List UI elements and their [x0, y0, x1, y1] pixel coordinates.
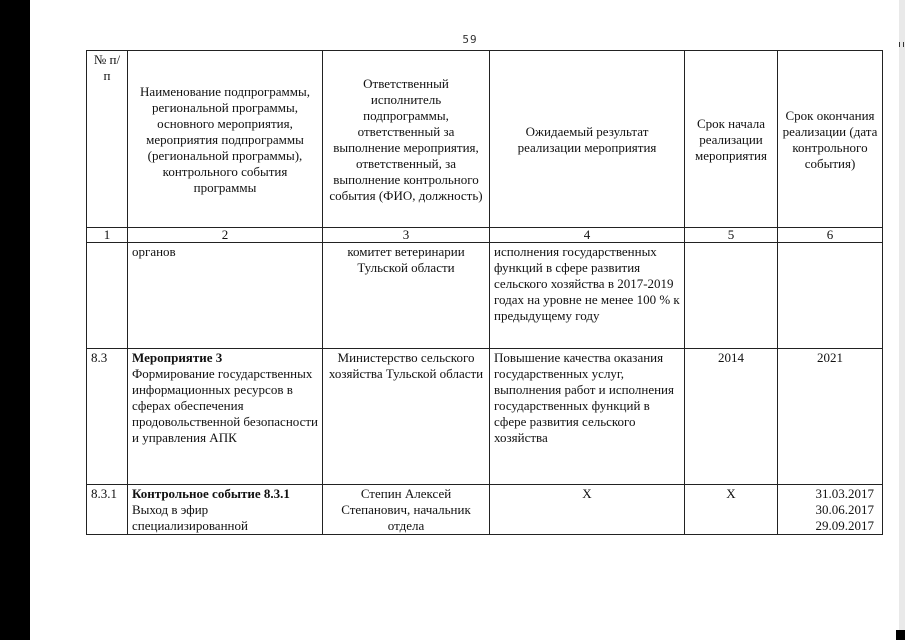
column-index: 5 — [685, 228, 778, 243]
scan-right-border — [899, 0, 905, 640]
row-name-text: Выход в эфир специализированной — [132, 502, 248, 533]
row-start: 2014 — [685, 349, 778, 485]
header-result: Ожидаемый результат реализации мероприятия — [490, 51, 685, 228]
header-start: Срок начала реализации мероприятия — [685, 51, 778, 228]
row-name-title: Мероприятие 3 — [132, 350, 223, 365]
scan-corner-mark — [896, 630, 905, 640]
row-name-title: Контрольное событие 8.3.1 — [132, 486, 290, 501]
row-executor: Министерство сельского хозяйства Тульской области — [323, 349, 490, 485]
control-date: 30.06.2017 — [815, 502, 874, 517]
header-name: Наименование подпрограммы, региональной программы, основного мероприятия, мероприятия подпрограммы (региональной программы), контрольного события программы — [128, 51, 323, 228]
column-index: 2 — [128, 228, 323, 243]
header-executor: Ответственный исполнитель подпрограммы, ответственный за выполнение мероприятия, ответственный, за выполнение контрольного события (ФИО, должность) — [323, 51, 490, 228]
program-table — [86, 50, 883, 535]
header-row — [87, 51, 883, 228]
row-executor: Степин Алексей Степанович, начальник отдела — [323, 485, 490, 535]
column-index: 1 — [87, 228, 128, 243]
control-date: 31.03.2017 — [815, 486, 874, 501]
row-name-text: Формирование государственных информационных ресурсов в сферах обеспечения продовольственной безопасности и управления АПК — [132, 366, 319, 445]
page-number: 59 — [462, 33, 478, 46]
row-end — [778, 243, 883, 349]
table-row — [87, 243, 883, 349]
row-name — [128, 243, 323, 349]
row-name — [128, 349, 323, 485]
row-number: 8.3 — [87, 349, 128, 485]
table-row — [87, 349, 883, 485]
row-result: Х — [490, 485, 685, 535]
row-start: Х — [685, 485, 778, 535]
row-number: 8.3.1 — [87, 485, 128, 535]
header-number: № п/п — [87, 51, 128, 228]
column-index: 4 — [490, 228, 685, 243]
row-end: 2021 — [778, 349, 883, 485]
row-end-dates — [778, 485, 883, 535]
row-number — [87, 243, 128, 349]
scan-left-border — [0, 0, 30, 640]
control-date: 29.09.2017 — [815, 518, 874, 533]
row-executor: комитет ветеринарии Тульской области — [323, 243, 490, 349]
table-row — [87, 485, 883, 535]
column-index-row — [87, 228, 883, 243]
row-name — [128, 485, 323, 535]
column-index: 6 — [778, 228, 883, 243]
column-index: 3 — [323, 228, 490, 243]
row-result: Повышение качества оказания государственных услуг, выполнения работ и исполнения государственных функций в сфере развития сельского хозяйства — [490, 349, 685, 485]
row-result: исполнения государственных функций в сфере развития сельского хозяйства в 2017-2019 годах на уровне не менее 100 % к предыдущему году — [490, 243, 685, 349]
row-name-text: органов — [132, 244, 176, 259]
header-end: Срок окончания реализации (дата контрольного события) — [778, 51, 883, 228]
row-start — [685, 243, 778, 349]
